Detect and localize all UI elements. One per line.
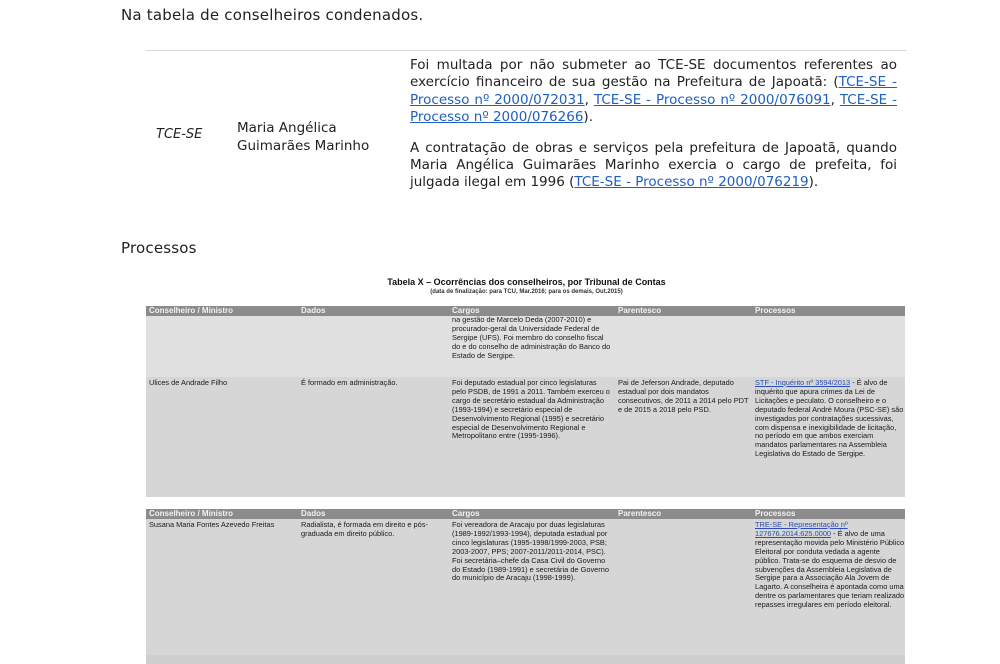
process-link-076219[interactable]: TCE-SE - Processo nº 2000/076219: [574, 174, 809, 191]
header-cargos: Cargos: [452, 306, 480, 315]
header-dados: Dados: [301, 306, 326, 315]
table-row: [146, 377, 905, 497]
cell-dados: Radialista, é formada em direito e pós-graduada em direito público.: [301, 520, 428, 538]
occurrences-table-part-2: [146, 509, 905, 655]
table-row: [146, 316, 905, 377]
separator: ,: [830, 91, 840, 108]
process-link-tre[interactable]: TRE-SE - Representação nº 127676.2014.625.0000: [755, 520, 848, 538]
court-label: TCE-SE: [156, 127, 203, 142]
cell-cargos: Foi deputado estadual por cinco legislaturas pelo PSDB, de 1991 a 2011. Também exerceu o cargo de secretário estadual da Administração (1993-1994) e secretário especial de Desenvolvimento Regional (1995) e secretário especial de Desenvolvimento Regional e Metropolitano entre (1995-1996).: [452, 378, 610, 441]
table-header: [146, 509, 905, 519]
section-title: Processos: [121, 239, 197, 257]
process-link-076266[interactable]: TCE-SE - Processo nº 2000/076266: [410, 91, 897, 126]
cell-cargos: na gestão de Marcelo Deda (2007-2010) e procurador-geral da Universidade Federal de Sergipe (UFS). Foi membro do conselho fiscal do e do conselho de administração do Banco do Estado de Sergipe.: [452, 315, 611, 360]
cell-cargos: Foi vereadora de Aracaju por duas legislaturas (1989-1992/1993-1994), deputada estadual por cinco legislaturas (1995-1998/1999-2003, PSB; 2003-2007, PPS; 2007-2011/2011-2014, PSC). Foi secretária–chefe da Casa Civil do Governo do Estado (1989-1991) e secretária de Governo do município de Aracaju (1998-1999).: [452, 520, 609, 583]
process-link-076091[interactable]: TCE-SE - Processo nº 2000/076091: [593, 91, 831, 108]
case-description: [410, 57, 897, 192]
header-processos: Processos: [755, 306, 796, 315]
table-continuation: [146, 655, 905, 664]
case-text: A contratação de obras e serviços pela prefeitura de Japoatã, quando Maria Angélica Guimarães Marinho exercia o cargo de prefeita, foi julgada ilegal em 1996 (: [410, 139, 897, 191]
cell-name: Ulices de Andrade Filho: [149, 378, 228, 387]
table-subtitle: (data de finalização: para TCU, Mar.2016; para os demais, Out.2015): [430, 289, 623, 295]
header-parentesco: Parentesco: [618, 509, 662, 518]
header-processos: Processos: [755, 509, 796, 518]
cell-processos: [755, 379, 905, 459]
header-councillor: Conselheiro / Ministro: [149, 509, 234, 518]
table-row: [146, 519, 905, 655]
table-title: Tabela X – Ocorrências dos conselheiros, por Tribunal de Contas: [387, 277, 666, 287]
case-text-end: ).: [808, 174, 819, 191]
header-parentesco: Parentesco: [618, 306, 662, 315]
case-text: Foi multada por não submeter ao TCE-SE documentos referentes ao exercício financeiro de sua gestão na Prefeitura de Japoatã: (: [410, 57, 897, 91]
header-cargos: Cargos: [452, 509, 480, 518]
process-link-stf[interactable]: STF - Inquérito nº 3594/2013: [755, 378, 851, 387]
header-dados: Dados: [301, 509, 326, 518]
councillor-name: Maria Angélica Guimarães Marinho: [237, 120, 370, 154]
occurrences-table-part-1: [146, 306, 905, 497]
case-paragraph-1: [410, 57, 897, 127]
cell-processos: [755, 521, 905, 610]
separator: ,: [584, 91, 594, 108]
header-councillor: Conselheiro / Ministro: [149, 306, 234, 315]
cell-dados: É formado em administração.: [301, 378, 398, 387]
process-text: - É alvo de inquérito que apura crimes da Lei de Licitações e peculato. O conselheiro e o deputado federal André Moura (PSC-SE) são investigados por contratações sucessivas, com dispensa e inexigibilidade de licitação, no período em que ambos exerciam mandatos parlamentares na Assembleia Legislativa do Estado de Sergipe.: [755, 378, 904, 459]
cell-parentesco: Pai de Jeferson Andrade, deputado estadual por dois mandatos consecutivos, de 2011 a 2014 pelo PDT e de 2015 a 2018 pelo PSD.: [618, 378, 749, 414]
intro-text: Na tabela de conselheiros condenados.: [121, 6, 424, 24]
process-link-072031[interactable]: TCE-SE - Processo nº 2000/072031: [410, 74, 897, 108]
case-paragraph-2: [410, 140, 897, 192]
condemned-councillors-row: [146, 50, 907, 226]
case-text-end: ).: [583, 109, 593, 126]
process-text: - É alvo de uma representação movida pelo Ministério Público Eleitoral por conduta vedada a agente público. Trata-se do esquema de desvio de subvenções da Assembleia Legislativa de Sergipe para a Associação Ala Jovem de Lagarto. A conselheira é apontada como uma dentre os parlamentares que teriam realizado repasses irregulares em período eleitoral.: [755, 528, 905, 610]
cell-name: Susana Maria Fontes Azevedo Freitas: [149, 520, 275, 529]
